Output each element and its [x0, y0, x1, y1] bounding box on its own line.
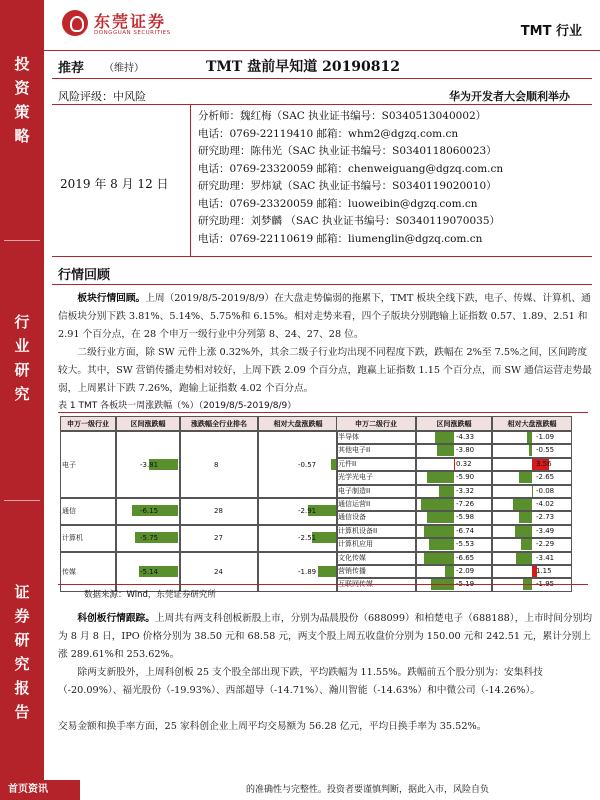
table-cell-text: 元件II [338, 459, 357, 468]
sidebar-divider [4, 500, 40, 501]
paragraph-text: 上周（2019/8/5-2019/8/9）在大盘走势偏弱的拖累下，TMT 板块全线下跌，电子、传媒、计算机、通信板块分别下跌 3.81%、5.14%、5.75%和 6.15%。相对走势来看，四个子版块分别跑输上证指数 0.57、1.89、2.51 和 2.91 个百分点，在 28 个申万一级行业中分列第 8、24、27、28 位。 [58, 293, 591, 340]
table-value: -3.49 [536, 526, 555, 535]
table-value: -5.14 [140, 567, 159, 576]
table-value: -0.08 [536, 486, 555, 495]
sidebar-label-report: 证 券 研 究 报 告 [14, 583, 30, 721]
paragraph: 交易金额和换手率方面，25 家科创企业上周平均交易额为 56.28 亿元，平均日换手率为 35.52%。 [58, 721, 487, 732]
table-value: -0.55 [536, 446, 555, 455]
sidebar-label-strategy: 投 资 策 略 [14, 55, 30, 145]
divider [190, 104, 191, 256]
table-value: -1.89 [298, 567, 317, 576]
contact-line: 电话：0769-23320059 邮箱：luoweibin@dgzq.com.cn [198, 197, 478, 210]
table-cell [180, 431, 258, 498]
table-cell-text: 传媒 [62, 567, 76, 576]
sector-label: TMT 行业 [520, 24, 582, 39]
paragraph-text: 上周共有两支科创板新股上市，分别为晶晨股份（688099）和柏楚电子（688188），上市时间分别均为 8 月 8 日，IPO 价格分别为 38.50 元和 68.58 元，两支个股上周五收盘价分别为 150.00 元和 242.51 元，累计分别上涨 289.61%和 253.62%。 [58, 613, 593, 660]
sidebar-divider [4, 240, 40, 241]
table-value: -3.32 [456, 486, 475, 495]
table-value: 28 [214, 507, 223, 516]
table-value: -5.75 [140, 534, 159, 543]
table-cell [492, 525, 572, 538]
table-header: 相对大盘涨跌幅 [492, 416, 572, 431]
bar-mark [429, 539, 454, 550]
bar-mark [513, 499, 532, 510]
table-cell [492, 471, 572, 484]
table-cell [492, 511, 572, 524]
rating: 推荐 [58, 61, 85, 76]
table-value: 24 [214, 567, 223, 576]
table-value: -4.02 [536, 500, 555, 508]
contact-line: 电话：0769-22119410 邮箱：whm2@dgzq.com.cn [198, 127, 459, 140]
table-value: -2.09 [456, 567, 475, 575]
table-header: 区间涨跌幅 [116, 416, 180, 431]
paragraph-lead: 科创板行情跟踪。 [77, 613, 155, 624]
bar-mark [427, 472, 454, 483]
divider [52, 256, 592, 257]
table-cell-text: 光学光电子 [338, 473, 373, 482]
analyst-line: 分析师：魏红梅（SAC 执业证书编号：S0340513040002） [198, 110, 487, 122]
table-cell-text: 电子制造II [338, 486, 371, 495]
bar-mark [521, 539, 532, 550]
table-header: 涨跌幅全行业排名 [180, 416, 258, 431]
table-cell [416, 431, 492, 444]
table-value: -5.90 [456, 473, 475, 482]
divider [58, 584, 588, 585]
divider [52, 104, 592, 105]
table-value: -6.74 [456, 526, 475, 535]
bar-mark [519, 472, 532, 483]
table-value: -3.81 [140, 460, 159, 469]
bar-mark [424, 553, 454, 564]
section-heading: 行情回顾 [58, 268, 111, 283]
table-cell [416, 538, 492, 551]
data-source: 数据来源：Wind，东莞证券研究所 [84, 590, 216, 600]
table-value: 0.32 [456, 459, 472, 468]
table-cell-text: 电子 [62, 460, 76, 469]
paragraph: 除两支新股外，上周科创板 25 支个股全部出现下跌，平均跌幅为 11.55%。跌幅前五个股分别为：安集科技（-20.09%）、福光股份（-19.93%）、西部超导（-14.71%）、瀚川智能（-14.63%）和中微公司（-14.26%）。 [58, 667, 543, 696]
sidebar-label-industry: 行 业 研 究 [14, 313, 30, 403]
table-cell-text: 计算机设备II [338, 526, 378, 535]
title-row [52, 52, 592, 79]
divider [52, 284, 592, 285]
analyst-line: 研究助理：刘梦麟 （SAC 执业证书编号：S0340119070035） [198, 215, 501, 227]
table-value: -4.33 [456, 433, 475, 441]
contact-line: 电话：0769-22110619 邮箱：liumenglin@dgzq.com.cn [198, 232, 483, 245]
table-cell [492, 578, 572, 591]
contact-line: 电话：0769-23320059 邮箱：chenweiguang@dgzq.com.cn [198, 162, 504, 175]
bar-mark [516, 553, 532, 564]
table-cell [416, 578, 492, 591]
table-cell-text: 通信 [62, 507, 76, 516]
logo-text: 东莞证券 [94, 12, 167, 31]
table-value: -6.65 [456, 553, 475, 562]
table-value: -5.98 [456, 513, 475, 522]
table-value: 27 [214, 534, 223, 543]
analyst-line: 研究助理：罗炜斌（SAC 执业证书编号：S0340119020010） [198, 180, 497, 192]
table-cell [492, 444, 572, 457]
table-cell-text: 计算机 [62, 534, 83, 543]
table-value: 8 [214, 460, 219, 469]
table-value: -2.29 [536, 540, 555, 549]
bar-mark [519, 512, 532, 523]
risk-level: 风险评级：中风险 [58, 90, 146, 103]
table-cell [416, 444, 492, 457]
table-header: 相对大盘涨跌幅 [258, 416, 338, 431]
table-cell [416, 565, 492, 578]
table-value: -3.41 [536, 553, 555, 562]
table-cell-text: 营销传播 [338, 567, 366, 575]
table-header: 区间涨跌幅 [416, 416, 492, 431]
paragraph [58, 610, 593, 664]
analyst-line: 研究助理：陈伟光（SAC 执业证书编号：S0340118060023） [198, 145, 497, 157]
table-cell-text: 通信设备 [338, 513, 366, 522]
sidebar [0, 0, 44, 800]
table-caption: 表 1 TMT 各板块一周涨跌幅（%）（2019/8/5-2019/8/9） [58, 401, 297, 411]
table-cell-text: 通信运营II [338, 500, 371, 508]
table-value: -2.51 [298, 534, 317, 543]
page-header [44, 0, 600, 51]
bar-mark [435, 432, 454, 443]
logo-subtext: DONGGUAN SECURITIES [94, 30, 171, 36]
divider [58, 412, 588, 413]
rating-note: （维持） [104, 63, 144, 74]
bar-mark [437, 445, 454, 456]
table-value: -6.15 [140, 507, 159, 516]
page-footer [0, 778, 600, 800]
table-cell-text: 文化传媒 [338, 553, 366, 562]
report-date: 2019 年 8 月 12 日 [60, 177, 169, 191]
footer-label: 首页资讯 [0, 780, 80, 800]
report-title: TMT 盘前早知道 20190812 [206, 59, 401, 75]
table-cell [416, 485, 492, 498]
table-value: -0.57 [298, 460, 317, 469]
bar-mark [439, 486, 454, 497]
bar-mark [515, 526, 532, 537]
bar-mark [318, 566, 336, 577]
table-value: 3.56 [536, 459, 552, 468]
table-value: 1.15 [536, 567, 552, 575]
table-value: -2.73 [536, 513, 555, 522]
table-value: -1.09 [536, 433, 555, 441]
logo-icon [62, 10, 88, 36]
table-cell [492, 485, 572, 498]
paragraph: 二级行业方面，除 SW 元件上涨 0.32%外，其余二级子行业均出现不同程度下跌，跌幅在 2%至 7.5%之间，区间跨度较大。其中，SW 营销传播走势相对较好，上周下跌 2.09 个百分点，跑赢上证指数 1.15 个百分点，而 SW 通信运营走势最弱，上周累计下跌 7.26%，跑输上证指数 4.02 个百分点。 [58, 347, 592, 394]
table-cell-text: 其他电子II [338, 446, 371, 455]
table-value: -5.53 [456, 540, 475, 549]
table-cell [492, 431, 572, 444]
bar-mark [529, 445, 532, 456]
paragraph [58, 290, 593, 344]
table-cell-text: 计算机应用 [338, 540, 373, 549]
table-value: -2.91 [298, 507, 317, 516]
table-header: 申万一级行业 [60, 416, 116, 431]
table-value: -3.80 [456, 446, 475, 455]
table-cell [492, 552, 572, 565]
table-value: -2.65 [536, 473, 555, 482]
bar-mark [527, 432, 532, 443]
table-cell [492, 538, 572, 551]
bar-mark [445, 566, 454, 577]
company-logo [62, 8, 192, 40]
report-subtitle: 华为开发者大会顺利举办 [449, 90, 570, 103]
table-header: 申万二级行业 [336, 416, 416, 431]
bar-mark [427, 512, 454, 523]
table-cell-text: 半导体 [338, 433, 359, 441]
bar-mark [424, 526, 454, 537]
paragraph-lead: 板块行情回顾。 [77, 293, 146, 304]
analyst-info [198, 108, 503, 248]
footer-disclaimer: 的准确性与完整性。投资者要谨慎判断，据此入市，风险自负 [246, 785, 490, 795]
table-cell [492, 498, 572, 511]
bar-mark [421, 499, 454, 510]
table-value: -7.26 [456, 500, 475, 508]
